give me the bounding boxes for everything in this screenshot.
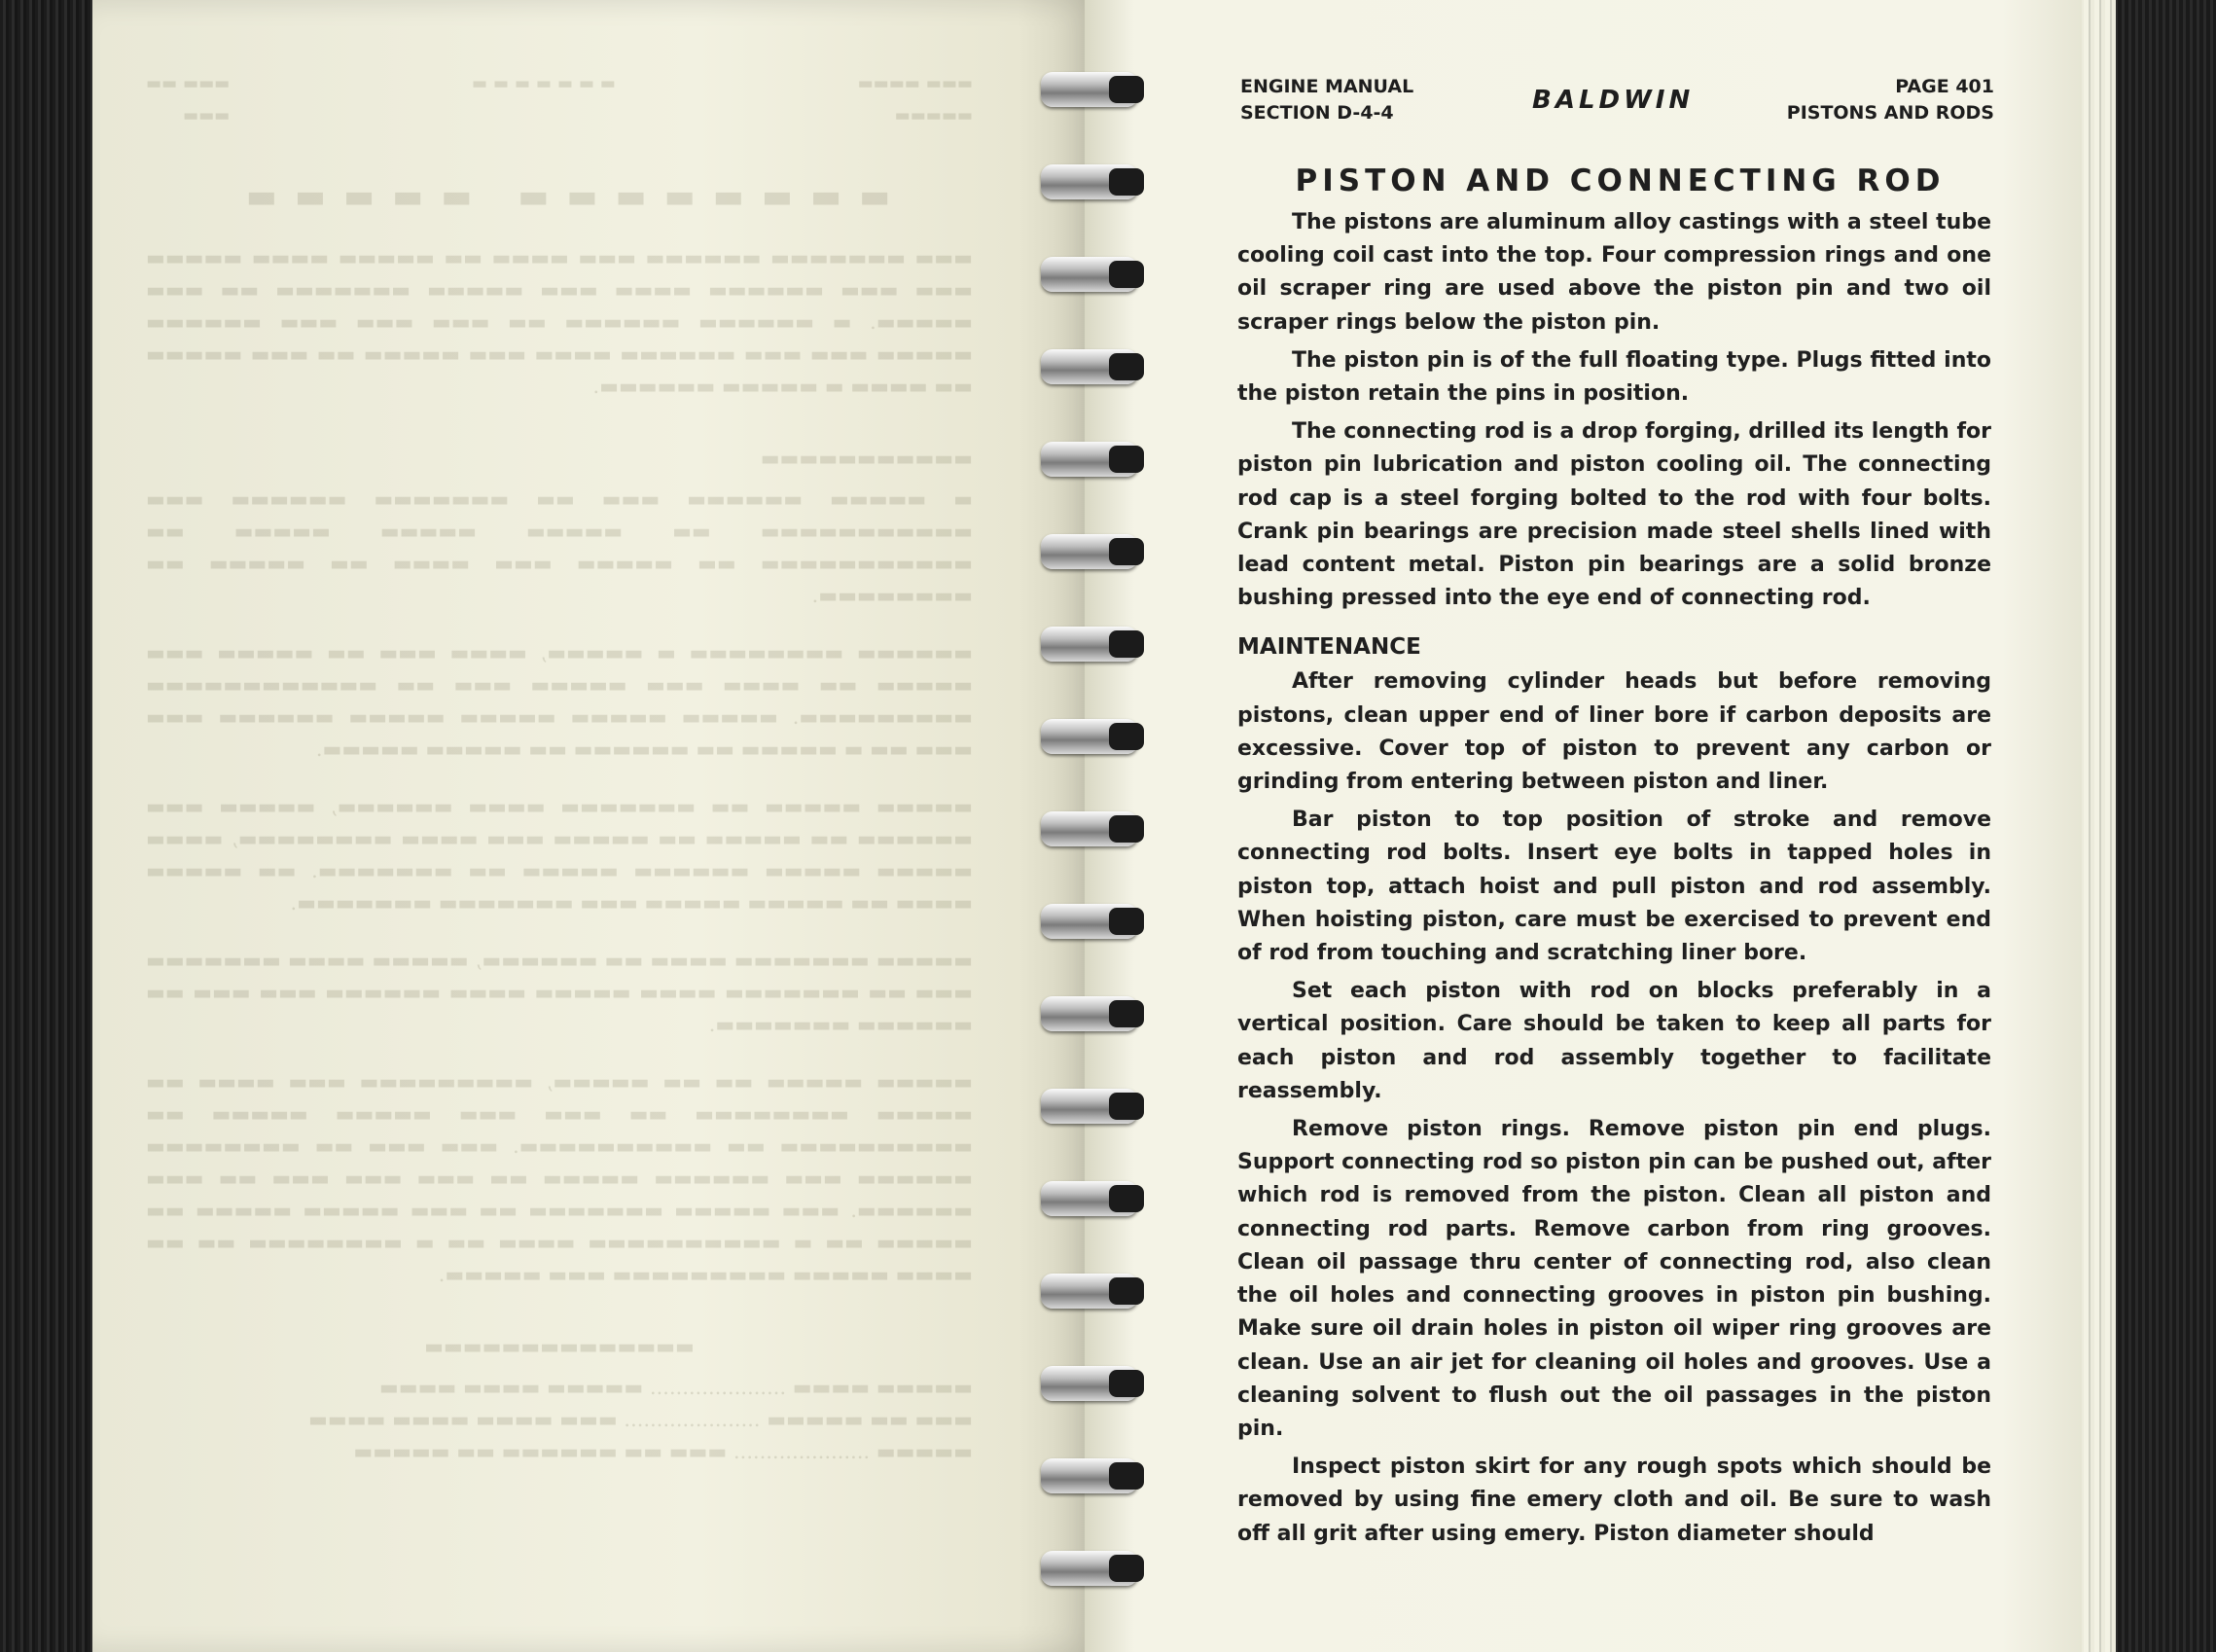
section-title: PISTON AND CONNECTING ROD — [1295, 163, 1946, 198]
page-header — [1240, 74, 1994, 142]
left-page-bleed-through: ▬▬▬ ▬▬▬▬ ▬▬▬▬▬ ▬ ▬ ▬ ▬ ▬ ▬ ▬ ▬▬▬ ▬▬ ▬▬▬ ▬▬▬▬▬▬▬▬ ▬▬▬▬▬ ▬▬▬ ▬▬▬▬▬▬▬ ▬▬▬▬▬▬ ▬▬▬ ▬▬▬▬ ▬▬ ▬▬▬▬▬ ▬▬▬▬ ▬▬▬▬▬ ▬▬▬ ▬▬▬ ▬▬▬▬▬▬ ▬▬▬▬ ▬▬▬ ▬▬▬▬▬ ▬▬▬▬▬▬▬ ▬▬ ▬▬▬ ▬▬▬▬▬. ▬ ▬▬▬▬▬▬ ▬▬▬▬▬▬ ▬▬ ▬▬▬ ▬▬▬ ▬▬▬ ▬▬▬▬▬▬ ▬▬▬▬▬ ▬▬▬ ▬▬▬ ▬▬▬▬▬▬ ▬▬▬▬ ▬▬▬ ▬▬▬▬▬ ▬▬ ▬▬▬ ▬▬▬▬▬ ▬▬ ▬▬▬▬ ▬ ▬▬▬▬▬ ▬▬▬▬▬▬. ▬▬▬▬▬▬▬▬▬▬▬ ▬ ▬▬▬▬▬ ▬▬▬▬▬▬ ▬▬▬ ▬▬ ▬▬▬▬▬▬▬ ▬▬▬▬▬▬ ▬▬▬ ▬▬▬▬▬▬▬▬▬▬▬ ▬▬ ▬▬▬▬▬ ▬▬▬▬▬ ▬▬▬▬▬ ▬▬ ▬▬▬▬▬▬▬▬▬▬▬ ▬▬ ▬▬▬▬▬ ▬▬▬ ▬▬▬▬ ▬▬ ▬▬▬▬▬ ▬▬ ▬▬▬▬▬▬▬▬. ▬▬▬▬▬▬ ▬▬▬▬▬▬▬▬ ▬ ▬▬▬▬▬, ▬▬▬▬ ▬▬▬ ▬▬ ▬▬▬▬▬ ▬▬▬ ▬▬▬▬▬ ▬▬ ▬▬▬▬ ▬▬▬ ▬▬▬▬▬ ▬▬▬ ▬▬ ▬▬▬▬▬▬▬▬▬▬▬▬ ▬▬▬▬▬▬▬▬▬. ▬▬▬▬▬ ▬▬▬▬▬ ▬▬▬▬▬ ▬▬▬▬▬ ▬▬▬▬▬▬ ▬▬▬ ▬▬▬ ▬▬ ▬ ▬▬▬▬▬ ▬▬ ▬▬▬▬▬▬ ▬▬ ▬▬▬▬▬ ▬▬▬▬▬. ▬▬▬▬▬ ▬▬▬▬▬ ▬▬ ▬▬▬▬▬▬▬ ▬▬▬▬ ▬▬▬▬▬▬, ▬▬▬▬▬ ▬▬▬ ▬▬▬▬▬▬ ▬▬ ▬▬▬▬▬ ▬▬ ▬▬▬▬▬ ▬▬▬ ▬▬▬▬ ▬▬▬▬▬▬▬▬, ▬▬▬▬ ▬▬▬▬▬ ▬▬▬▬▬ ▬▬▬▬▬▬ ▬▬▬▬▬ ▬▬ ▬▬▬▬▬▬▬. ▬▬ ▬▬▬▬▬ ▬▬▬▬ ▬▬ ▬▬▬▬▬ ▬▬▬▬▬ ▬▬▬ ▬▬▬▬▬▬▬ ▬▬▬▬▬▬▬. ▬▬▬▬▬ ▬▬▬▬▬▬▬ ▬▬▬▬ ▬▬ ▬▬▬▬▬▬, ▬▬▬▬▬ ▬▬▬▬ ▬▬▬▬▬▬▬ ▬▬▬ ▬▬ ▬▬▬▬▬▬▬ ▬▬▬▬ ▬▬▬▬▬ ▬▬▬▬ ▬▬▬▬▬▬ ▬▬▬ ▬▬▬ ▬▬ ▬▬▬▬▬▬ ▬▬▬▬▬▬▬. ▬▬▬▬▬ ▬▬▬▬▬ ▬▬ ▬▬ ▬▬▬▬▬, ▬▬▬▬▬▬▬▬▬ ▬▬▬ ▬▬▬▬ ▬▬ ▬▬▬▬▬ ▬▬▬▬▬▬▬▬ ▬▬ ▬▬▬ ▬▬▬ ▬▬▬▬▬ ▬▬▬▬▬ ▬▬ ▬▬▬▬▬▬▬▬▬▬ ▬▬ ▬▬▬▬▬▬▬▬▬▬. ▬▬▬ ▬▬▬ ▬▬ ▬▬▬▬▬▬▬▬ ▬▬▬▬▬▬ ▬▬▬ ▬▬▬▬▬▬ ▬▬▬▬▬ ▬▬ ▬▬▬ ▬▬▬ ▬▬▬ ▬▬ ▬▬▬ ▬▬▬▬▬▬. ▬▬▬ ▬▬▬▬▬ ▬▬▬▬▬▬▬ ▬▬ ▬▬▬ ▬▬▬▬▬ ▬▬▬▬▬ ▬▬ ▬▬▬▬▬ ▬▬ ▬ ▬▬▬▬▬▬▬▬▬▬ ▬▬▬▬ ▬▬ ▬ ▬▬▬▬▬▬▬▬ ▬▬ ▬▬ ▬▬▬▬ ▬▬▬▬▬ ▬▬▬▬▬▬▬▬▬ ▬▬▬ ▬▬▬▬▬. ▬▬▬▬▬▬▬▬▬▬▬▬▬▬ ▬▬▬▬▬ ▬▬▬▬ ..................... ▬▬▬▬▬ ▬▬▬▬ ▬▬▬▬ ▬▬▬ ▬▬ ▬▬▬▬▬ ..................... ▬▬▬ ▬▬▬▬ ▬▬▬▬ ▬▬▬▬ ▬▬▬▬▬ ..................... ▬▬▬ ▬▬ ▬▬▬▬▬▬ ▬▬ ▬▬▬▬▬ — [146, 74, 973, 1463]
binder-cover-right — [2111, 0, 2216, 1652]
page-info — [1787, 74, 1994, 126]
maintenance-heading: MAINTENANCE — [1237, 634, 1421, 661]
page-number: PAGE 401 — [1895, 76, 1994, 97]
maintenance-paragraph: Bar piston to top position of stroke and remove connecting rod bolts. Insert eye bolts in tapped holes in piston top, attach hoist and pull piston and rod assembly. When hoisting piston, care must be exercised to prevent end of rod from touching and scratching liner bore. — [1237, 808, 1991, 966]
intro-paragraph: The connecting rod is a drop forging, drilled its length for piston pin lubrication and piston cooling oil. The connecting rod cap is a steel forging bolted to the rod with four bolts. Crank pin bearings are precision made steel shells lined with lead content metal. Piston pin bearings are a solid bronze bushing pressed into the eye end of connecting rod. — [1237, 419, 1991, 611]
spiral-binding — [1031, 58, 1148, 1615]
page-topic: PISTONS AND RODS — [1786, 102, 1994, 124]
intro-paragraph: The pistons are aluminum alloy castings with a steel tube cooling coil cast into the top. Four compression rings and one oil scraper ring are used above the piston pin and two oil scraper rings below the piston pin. — [1237, 210, 1991, 335]
manual-name: ENGINE MANUAL — [1240, 76, 1414, 97]
binder-cover-left — [0, 0, 107, 1652]
maintenance-paragraph: After removing cylinder heads but before removing pistons, clean upper end of liner bore if carbon deposits are excessive. Cover top of piston to prevent any carbon or grinding from entering between piston and liner. — [1237, 669, 1991, 795]
maintenance-paragraph: Inspect piston skirt for any rough spots which should be removed by using fine emery cloth and oil. Be sure to wash off all grit after using emery. Piston diameter should — [1237, 1454, 1991, 1546]
page-body — [1237, 160, 1991, 1556]
brand-name: BALDWIN — [1532, 86, 1695, 115]
intro-paragraph: The piston pin is of the full floating type. Plugs fitted into the piston retain the pins in position. — [1237, 347, 1991, 407]
manual-section-label — [1240, 74, 1413, 126]
maintenance-paragraph: Remove piston rings. Remove piston pin end plugs. Support connecting rod so piston pin can be pushed out, after which rod is removed from the piston. Clean all piston and connecting rod parts. Remove carbon from ring grooves. Clean oil passage thru center of connecting rod, also clean the oil holes and connecting grooves in piston pin bushing. Make sure oil drain holes in piston oil wiper ring grooves are clean. Use an air jet for cleaning oil holes and grooves. Use a cleaning solvent to flush out the oil passages in the piston pin. — [1237, 1117, 1991, 1441]
section-number: SECTION D-4-4 — [1240, 102, 1394, 124]
maintenance-paragraph: Set each piston with rod on blocks preferably in a vertical position. Care should be taken to keep all parts for each piston and rod assembly together to facilitate reassembly. — [1237, 979, 1991, 1103]
